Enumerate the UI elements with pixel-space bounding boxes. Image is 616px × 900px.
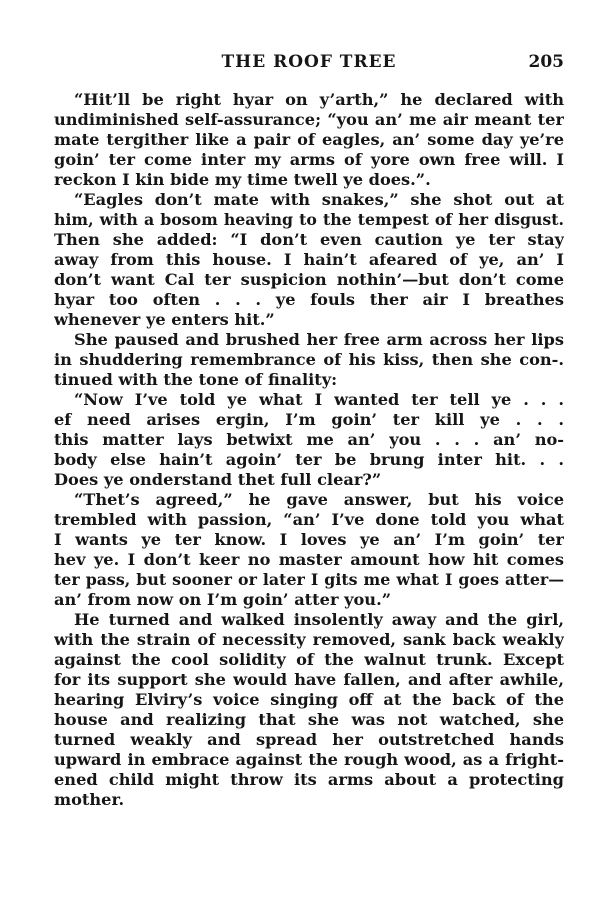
body-text	[54, 90, 564, 810]
text-line: this matter lays betwixt me an’ you . . . an’ no-	[54, 430, 564, 449]
text-line: with the strain of necessity removed, sank back weakly	[54, 630, 564, 649]
text-line: She paused and brushed her free arm across her lips	[74, 330, 564, 349]
running-title: THE ROOF TREE	[221, 52, 397, 72]
text-line: “Hit’ll be right hyar on y’arth,” he declared with	[74, 90, 564, 109]
text-line: upward in embrace against the rough wood, as a fright-	[54, 750, 564, 769]
text-line: against the cool solidity of the walnut trunk. Except	[54, 650, 564, 669]
text-line: away from this house. I hain’t afeared of ye, an’ I	[54, 250, 564, 269]
text-line: whenever ye enters hit.”	[54, 310, 275, 329]
text-line: him, with a bosom heaving to the tempest of her disgust.	[54, 210, 564, 229]
text-line: house and realizing that she was not watched, she	[54, 710, 564, 729]
text-line: goin’ ter come inter my arms of yore own free will. I	[54, 150, 564, 169]
text-line: Does ye onderstand thet full clear?”	[54, 470, 382, 489]
text-line: body else hain’t agoin’ ter be brung inter hit. . .	[54, 450, 564, 469]
text-line: I wants ye ter know. I loves ye an’ I’m goin’ ter	[54, 530, 564, 549]
text-line: tinued with the tone of finality:	[54, 370, 338, 389]
text-line: mate tergither like a pair of eagles, an’ some day ye’re	[54, 130, 564, 149]
text-line: hearing Elviry’s voice singing off at the back of the	[54, 690, 564, 709]
text-line: “Eagles don’t mate with snakes,” she shot out at	[74, 190, 564, 209]
text-line: ened child might throw its arms about a protecting	[54, 770, 564, 789]
text-line: “Thet’s agreed,” he gave answer, but his voice	[74, 490, 564, 509]
text-line: undiminished self-assurance; “you an’ me air meant ter	[54, 110, 564, 129]
text-line: an’ from now on I’m goin’ atter you.”	[54, 590, 392, 609]
text-line: hyar too often . . . ye fouls ther air I breathes	[54, 290, 564, 309]
text-line: Then she added: “I don’t even caution ye ter stay	[54, 230, 564, 249]
text-line: trembled with passion, “an’ I’ve done told you what	[54, 510, 564, 529]
text-line: hev ye. I don’t keer no master amount how hit comes	[54, 550, 564, 569]
page-number: 205	[528, 52, 564, 72]
running-head	[54, 52, 564, 76]
text-line: He turned and walked insolently away and the girl,	[74, 610, 564, 629]
text-line: turned weakly and spread her outstretched hands	[54, 730, 564, 749]
text-line: “Now I’ve told ye what I wanted ter tell ye . . .	[74, 390, 564, 409]
text-line: mother.	[54, 790, 125, 809]
text-line: ter pass, but sooner or later I gits me what I goes atter—	[54, 570, 564, 589]
text-line: reckon I kin bide my time twell ye does.”.	[54, 170, 431, 189]
text-line: don’t want Cal ter suspicion nothin’—but don’t come	[54, 270, 564, 289]
text-line: ef need arises ergin, I’m goin’ ter kill ye . . .	[54, 410, 564, 429]
text-line: for its support she would have fallen, and after awhile,	[54, 670, 564, 689]
text-line: in shuddering remembrance of his kiss, then she con-.	[54, 350, 564, 369]
